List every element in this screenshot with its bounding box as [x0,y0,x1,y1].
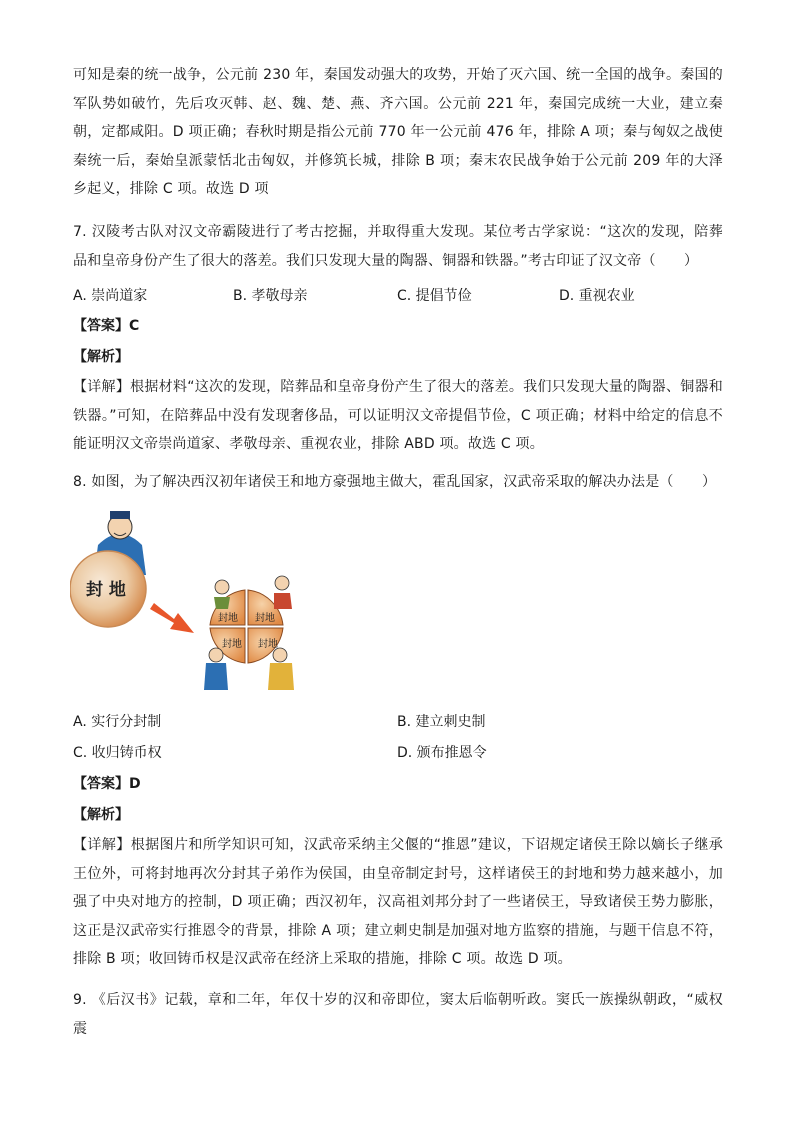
q8-detail: 【详解】根据图片和所学知识可知，汉武帝采纳主父偃的“推恩”建议，下诏规定诸侯王除以嫡长子继承王位外，可将封地再次分封其子弟作为侯国，由皇帝制定封号，这样诸侯王的封地和势力越来越小，加强了中央对地方的控制，D 项正确；西汉初年，汉高祖刘邦分封了一些诸侯王，导致诸侯王势力膨胀，这正是汉武帝实行推恩令的背景，排除 A 项；建立刺史制是加强对地方监察的措施，与题干信息不符，排除 B 项；收回铸币权是汉武帝在经济上采取的措施，排除 C 项。故选 D 项。 [73,837,723,967]
q8-option-c: C. 收归铸币权 [73,745,162,761]
q7-option-b: B. 孝敬母亲 [233,288,308,304]
question-8-stem: 8. 如图，为了解决西汉初年诸侯王和地方豪强地主做大，霍乱国家，汉武帝采取的解决办法是（ ） [73,474,717,490]
q8-option-b: B. 建立刺史制 [397,714,486,730]
q8-option-d: D. 颁布推恩令 [397,745,487,761]
fief-label-1: 封地 [218,613,238,624]
q8-analysis-label: 【解析】 [73,807,129,823]
question-9-stem: 9. 《后汉书》记载，章和二年，年仅十岁的汉和帝即位，窦太后临朝听政。窦氏一族操纵朝政，“威权震 [73,992,723,1037]
fief-label-4: 封地 [258,639,278,650]
q7-option-c: C. 提倡节俭 [397,288,472,304]
q7-detail: 【详解】根据材料“这次的发现，陪葬品和皇帝身份产生了很大的落差。我们只发现大量的陶器、铜器和铁器。”可知，在陪葬品中没有发现奢侈品，可以证明汉文帝提倡节俭，C 项正确；材料中给定的信息不能证明汉文帝崇尚道家、孝敬母亲、重视农业，排除 ABD 项。故选 C 项。 [73,379,723,452]
question-7-stem: 7. 汉陵考古队对汉文帝霸陵进行了考古挖掘，并取得重大发现。某位考古学家说：“这次的发现，陪葬品和皇帝身份产生了很大的落差。我们只发现大量的陶器、铜器和铁器。”考古印证了汉文帝（ ） [73,224,723,269]
prev-explanation: 可知是秦的统一战争，公元前 230 年，秦国发动强大的攻势，开始了灭六国、统一全国的战争。秦国的军队势如破竹，先后攻灭韩、赵、魏、楚、燕、齐六国。公元前 221 年，秦国完成统一大业，建立秦朝，定都咸阳。D 项正确；春秋时期是指公元前 770 年一公元前 476 年，排除 A 项；秦与匈奴之战使秦统一后，秦始皇派蒙恬北击匈奴，并修筑长城，排除 B 项；秦末农民战争始于公元前 209 年的大泽乡起义，排除 C 项。故选 D 项 [73,67,723,197]
arrow-icon [150,603,196,633]
big-fief-label: 封 地 [86,580,126,600]
fief-label-3: 封地 [222,639,242,650]
divided-fiefs [204,576,294,690]
fief-division-illustration [70,505,320,700]
q7-analysis-label: 【解析】 [73,349,129,365]
q8-option-a: A. 实行分封制 [73,714,162,730]
q7-option-a: A. 崇尚道家 [73,288,148,304]
q7-option-d: D. 重视农业 [559,288,635,304]
q8-answer: 【答案】D [73,776,141,792]
fief-label-2: 封地 [255,613,275,624]
q7-answer: 【答案】C [73,318,140,334]
